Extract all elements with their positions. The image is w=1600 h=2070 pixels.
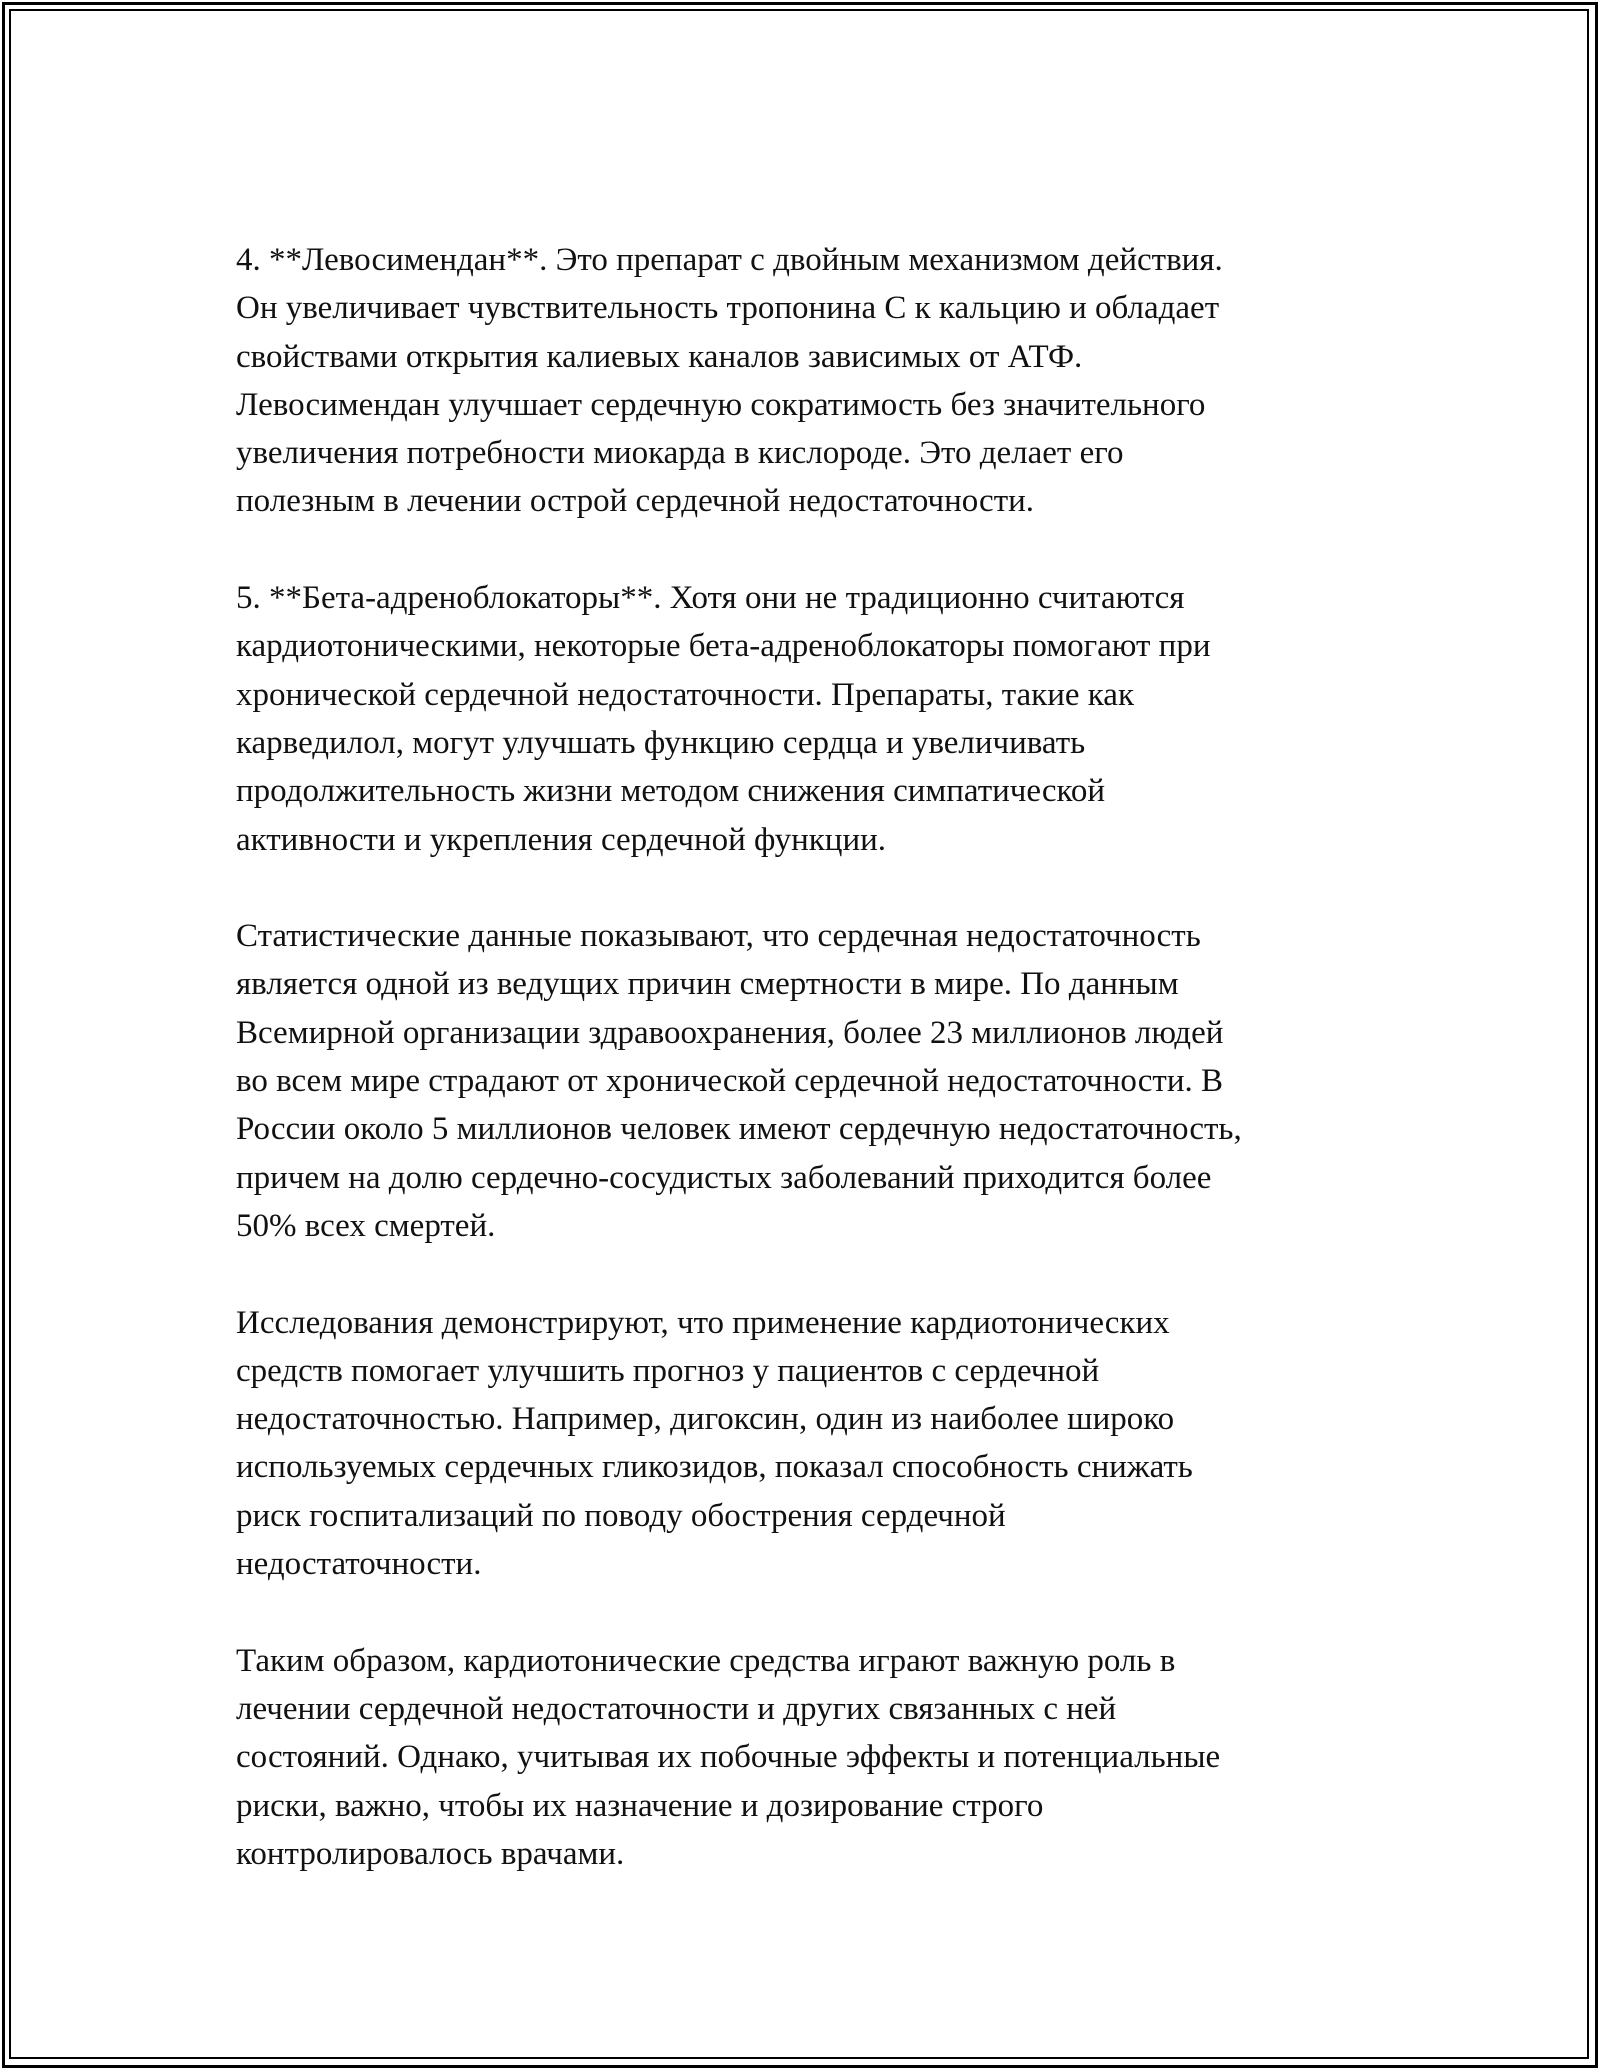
paragraph-research: Исследования демонстрируют, что применение кардиотонических средств помогает улучшить прогноз у пациентов с сердечной недостаточностью. Например, дигоксин, один из наиболее широко используемых сердечных гликозидов, показал способность снижать риск госпитализаций по поводу обострения сердечной недостаточности. <box>236 1304 1193 1583</box>
paragraph-beta-blockers: 5. **Бета-адреноблокаторы**. Хотя они не традиционно считаются кардиотоническими, некоторые бета-адреноблокаторы помогают при хронической сердечной недостаточности. Препараты, такие как карведилол, могут улучшать функцию сердца и увеличивать продолжительность жизни методом снижения симпатической активности и укрепления сердечной функции. <box>236 580 1211 858</box>
document-body <box>236 236 1396 1926</box>
paragraph-levosimendan: 4. **Левосимендан**. Это препарат с двойным механизмом действия. Он увеличивает чувствительность тропонина C к кальцию и обладает свойствами открытия калиевых каналов зависимых от АТФ. Левосимендан улучшает сердечную сократимость без значительного увеличения потребности миокарда в кислороде. Это делает его полезным в лечении острой сердечной недостаточности. <box>236 242 1223 520</box>
paragraph-statistics: Статистические данные показывают, что сердечная недостаточность является одной из ведущих причин смертности в мире. По данным Всемирной организации здравоохранения, более 23 миллионов людей во всем мире страдают от хронической сердечной недостаточности. В России около 5 миллионов человек имеют сердечную недостаточность, причем на долю сердечно-сосудистых заболеваний приходится более 50% всех смертей. <box>236 918 1242 1244</box>
paragraph-conclusion: Таким образом, кардиотонические средства играют важную роль в лечении сердечной недостаточности и других связанных с ней состояний. Однако, учитывая их побочные эффекты и потенциальные риски, важно, чтобы их назначение и дозирование строго контролировалось врачами. <box>236 1642 1221 1872</box>
